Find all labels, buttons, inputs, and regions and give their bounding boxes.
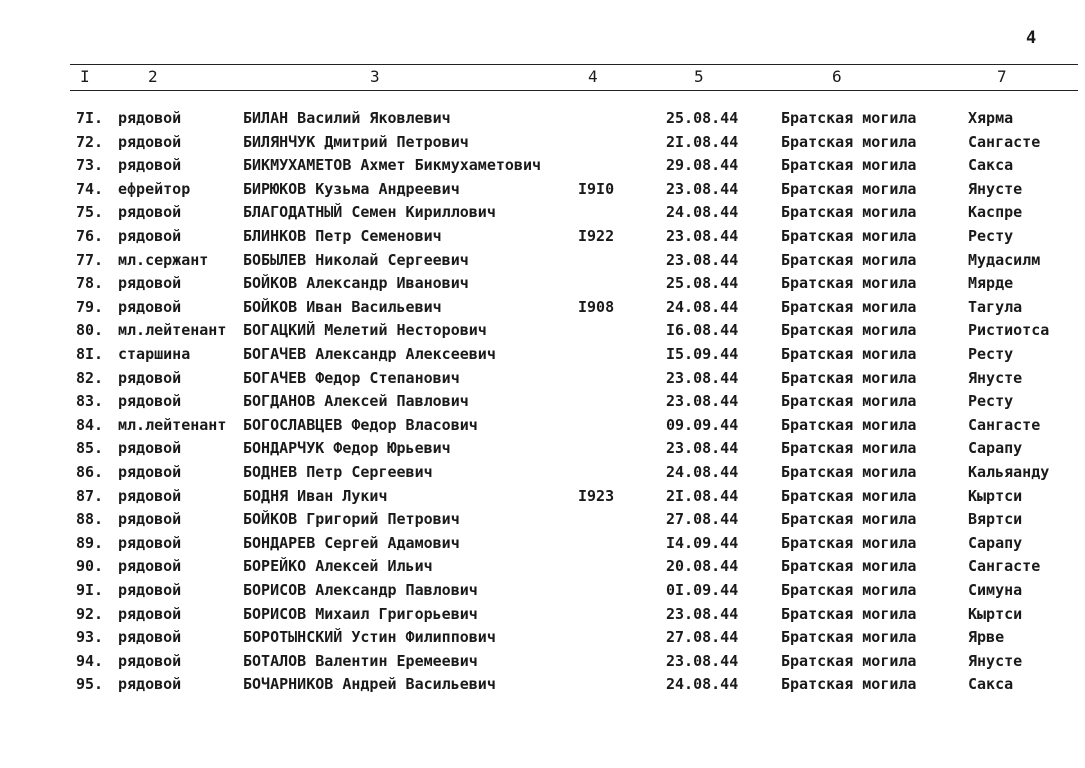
name-cell: БОДНЯ Иван Лукич [243, 486, 388, 505]
rank-cell: рядовой [118, 439, 182, 458]
row-number: 86. [76, 463, 104, 481]
death-date-cell: 2I.08.44 [666, 132, 739, 151]
death-date-cell: 2I.08.44 [666, 486, 739, 505]
rank-cell: рядовой [118, 675, 182, 694]
row-number: 9I. [76, 581, 104, 599]
birth-year-cell: I923 [578, 486, 615, 505]
table-row [0, 437, 1085, 461]
burial-type-cell: Братская могила [781, 345, 917, 363]
burial-place-cell: Янусте [968, 179, 1023, 198]
name-cell: БИЛАН Василий Яковлевич [243, 109, 451, 127]
table-row [0, 508, 1085, 532]
row-number: 85. [76, 439, 104, 458]
row-number: 83. [76, 392, 104, 411]
table-row [0, 343, 1085, 367]
burial-place-cell: Хярма [968, 109, 1014, 127]
burial-place-cell: Кыртси [968, 486, 1023, 505]
table-row [0, 579, 1085, 603]
rank-cell: рядовой [118, 392, 182, 411]
row-number: 92. [76, 604, 104, 623]
name-cell: БОЙКОВ Иван Васильевич [243, 297, 442, 316]
row-number: 93. [76, 628, 104, 647]
burial-type-cell: Братская могила [781, 227, 917, 245]
row-number: 90. [76, 557, 104, 576]
burial-type-cell: Братская могила [781, 274, 917, 293]
burial-type-cell: Братская могила [781, 250, 917, 269]
rank-cell: рядовой [118, 203, 182, 222]
burial-place-cell: Ресту [968, 227, 1014, 245]
name-cell: БОРИСОВ Михаил Григорьевич [243, 604, 478, 623]
row-number: 72. [76, 132, 104, 151]
rank-cell: мл.лейтенант [118, 321, 227, 340]
name-cell: БОГОСЛАВЦЕВ Федор Власович [243, 415, 478, 434]
burial-place-cell: Янусте [968, 368, 1023, 387]
burial-type-cell: Братская могила [781, 156, 917, 175]
burial-place-cell: Ресту [968, 345, 1014, 363]
burial-place-cell: Мудасилм [968, 250, 1041, 269]
death-date-cell: 23.08.44 [666, 392, 739, 411]
rank-cell: рядовой [118, 651, 182, 670]
burial-place-cell: Сангасте [968, 415, 1041, 434]
burial-type-cell: Братская могила [781, 415, 917, 434]
name-cell: БОГАЧЕВ Федор Степанович [243, 368, 460, 387]
name-cell: БОГАЦКИЙ Мелетий Несторович [243, 321, 487, 340]
birth-year-cell: I908 [578, 297, 615, 316]
name-cell: БОЙКОВ Григорий Петрович [243, 510, 460, 529]
rank-cell: рядовой [118, 297, 182, 316]
burial-place-cell: Каспре [968, 203, 1023, 222]
table-row [0, 367, 1085, 391]
burial-type-cell: Братская могила [781, 203, 917, 222]
burial-type-cell: Братская могила [781, 392, 917, 411]
burial-type-cell: Братская могила [781, 132, 917, 151]
burial-place-cell: Вяртси [968, 510, 1023, 529]
name-cell: БЛАГОДАТНЫЙ Семен Кириллович [243, 203, 496, 222]
table-row [0, 272, 1085, 296]
burial-place-cell: Янусте [968, 651, 1023, 670]
table-row [0, 414, 1085, 438]
row-number: 77. [76, 250, 104, 269]
burial-place-cell: Сакса [968, 156, 1014, 175]
rank-cell: рядовой [118, 557, 182, 576]
table-row [0, 461, 1085, 485]
name-cell: БОТАЛОВ Валентин Еремеевич [243, 651, 478, 670]
name-cell: БОБЫЛЕВ Николай Сергеевич [243, 250, 469, 269]
name-cell: БОНДАРЕВ Сергей Адамович [243, 533, 460, 552]
rank-cell: рядовой [118, 510, 182, 529]
burial-type-cell: Братская могила [781, 557, 917, 576]
table-row [0, 225, 1085, 249]
table-row [0, 650, 1085, 674]
burial-type-cell: Братская могила [781, 581, 917, 599]
death-date-cell: 24.08.44 [666, 297, 739, 316]
column-header-6: 6 [832, 67, 842, 86]
table-row [0, 178, 1085, 202]
rank-cell: рядовой [118, 486, 182, 505]
row-number: 84. [76, 415, 104, 434]
name-cell: БОРИСОВ Александр Павлович [243, 581, 478, 599]
row-number: 94. [76, 651, 104, 670]
rank-cell: рядовой [118, 109, 182, 127]
column-header-2: 2 [148, 67, 158, 86]
table-row [0, 390, 1085, 414]
row-number: 76. [76, 227, 104, 245]
row-number: 87. [76, 486, 104, 505]
column-header-5: 5 [694, 67, 704, 86]
rank-cell: рядовой [118, 132, 182, 151]
burial-type-cell: Братская могила [781, 109, 917, 127]
rank-cell: рядовой [118, 604, 182, 623]
burial-place-cell: Симуна [968, 581, 1023, 599]
burial-type-cell: Братская могила [781, 486, 917, 505]
row-number: 8I. [76, 345, 104, 363]
death-date-cell: 23.08.44 [666, 604, 739, 623]
row-number: 95. [76, 675, 104, 694]
death-date-cell: 27.08.44 [666, 510, 739, 529]
rank-cell: рядовой [118, 628, 182, 647]
burial-place-cell: Сангасте [968, 557, 1041, 576]
rank-cell: мл.лейтенант [118, 415, 227, 434]
burial-place-cell: Тагула [968, 297, 1023, 316]
rank-cell: рядовой [118, 581, 182, 599]
burial-place-cell: Сарапу [968, 533, 1023, 552]
death-date-cell: 24.08.44 [666, 203, 739, 222]
row-number: 82. [76, 368, 104, 387]
table-row [0, 131, 1085, 155]
burial-place-cell: Сарапу [968, 439, 1023, 458]
death-date-cell: I4.09.44 [666, 533, 739, 552]
table-row [0, 532, 1085, 556]
header-rule-top [70, 64, 1078, 65]
table-row [0, 626, 1085, 650]
burial-type-cell: Братская могила [781, 179, 917, 198]
table-row [0, 673, 1085, 697]
death-date-cell: 23.08.44 [666, 250, 739, 269]
burial-place-cell: Ристиотса [968, 321, 1050, 340]
death-date-cell: I6.08.44 [666, 321, 739, 340]
table-row [0, 201, 1085, 225]
table-row [0, 107, 1085, 131]
name-cell: БОГАЧЕВ Александр Алексеевич [243, 345, 496, 363]
burial-place-cell: Кыртси [968, 604, 1023, 623]
row-number: 78. [76, 274, 104, 293]
death-date-cell: 29.08.44 [666, 156, 739, 175]
rank-cell: рядовой [118, 368, 182, 387]
death-date-cell: 27.08.44 [666, 628, 739, 647]
name-cell: БОГДАНОВ Алексей Павлович [243, 392, 469, 411]
death-date-cell: 23.08.44 [666, 368, 739, 387]
name-cell: БОРОТЫНСКИЙ Устин Филиппович [243, 628, 496, 647]
rank-cell: старшина [118, 345, 191, 363]
burial-place-cell: Сакса [968, 675, 1014, 694]
table-row [0, 485, 1085, 509]
row-number: 80. [76, 321, 104, 340]
name-cell: БИРЮКОВ Кузьма Андреевич [243, 179, 460, 198]
death-date-cell: 23.08.44 [666, 179, 739, 198]
birth-year-cell: I922 [578, 227, 615, 245]
row-number: 74. [76, 179, 104, 198]
death-date-cell: 24.08.44 [666, 675, 739, 694]
row-number: 89. [76, 533, 104, 552]
burial-type-cell: Братская могила [781, 675, 917, 694]
burial-type-cell: Братская могила [781, 439, 917, 458]
column-header-1: I [80, 67, 90, 86]
death-date-cell: 23.08.44 [666, 439, 739, 458]
death-date-cell: 25.08.44 [666, 274, 739, 293]
page-number: 4 [1026, 28, 1037, 48]
row-number: 88. [76, 510, 104, 529]
row-number: 79. [76, 297, 104, 316]
column-header-7: 7 [997, 67, 1007, 86]
death-date-cell: 24.08.44 [666, 463, 739, 481]
death-date-cell: 20.08.44 [666, 557, 739, 576]
burial-type-cell: Братская могила [781, 321, 917, 340]
burial-type-cell: Братская могила [781, 297, 917, 316]
table-row [0, 249, 1085, 273]
table-row [0, 319, 1085, 343]
rank-cell: ефрейтор [118, 179, 191, 198]
burial-place-cell: Ярве [968, 628, 1005, 647]
row-number: 7I. [76, 109, 104, 127]
death-date-cell: 23.08.44 [666, 227, 739, 245]
burial-place-cell: Кальяанду [968, 463, 1050, 481]
death-date-cell: 09.09.44 [666, 415, 739, 434]
burial-type-cell: Братская могила [781, 628, 917, 647]
burial-type-cell: Братская могила [781, 463, 917, 481]
burial-type-cell: Братская могила [781, 510, 917, 529]
birth-year-cell: I9I0 [578, 179, 615, 198]
name-cell: БИЛЯНЧУК Дмитрий Петрович [243, 132, 469, 151]
name-cell: БОНДАРЧУК Федор Юрьевич [243, 439, 451, 458]
name-cell: БОРЕЙКО Алексей Ильич [243, 557, 433, 576]
burial-place-cell: Сангасте [968, 132, 1041, 151]
death-date-cell: 0I.09.44 [666, 581, 739, 599]
death-date-cell: 25.08.44 [666, 109, 739, 127]
header-rule-bottom [70, 90, 1078, 91]
column-header-4: 4 [588, 67, 598, 86]
name-cell: БЛИНКОВ Петр Семенович [243, 227, 442, 245]
burial-type-cell: Братская могила [781, 533, 917, 552]
row-number: 73. [76, 156, 104, 175]
table-row [0, 154, 1085, 178]
burial-type-cell: Братская могила [781, 604, 917, 623]
rank-cell: рядовой [118, 533, 182, 552]
burial-type-cell: Братская могила [781, 368, 917, 387]
burial-place-cell: Ресту [968, 392, 1014, 411]
table-row [0, 555, 1085, 579]
name-cell: БОДНЕВ Петр Сергеевич [243, 463, 433, 481]
name-cell: БОЧАРНИКОВ Андрей Васильевич [243, 675, 496, 694]
name-cell: БИКМУХАМЕТОВ Ахмет Бикмухаметович [243, 156, 542, 175]
row-number: 75. [76, 203, 104, 222]
rank-cell: рядовой [118, 463, 182, 481]
name-cell: БОЙКОВ Александр Иванович [243, 274, 469, 293]
column-header-3: 3 [370, 67, 380, 86]
rank-cell: рядовой [118, 274, 182, 293]
death-date-cell: I5.09.44 [666, 345, 739, 363]
rank-cell: рядовой [118, 156, 182, 175]
death-date-cell: 23.08.44 [666, 651, 739, 670]
burial-type-cell: Братская могила [781, 651, 917, 670]
rank-cell: рядовой [118, 227, 182, 245]
burial-place-cell: Мярде [968, 274, 1014, 293]
table-row [0, 603, 1085, 627]
table-row [0, 296, 1085, 320]
rank-cell: мл.сержант [118, 250, 209, 269]
